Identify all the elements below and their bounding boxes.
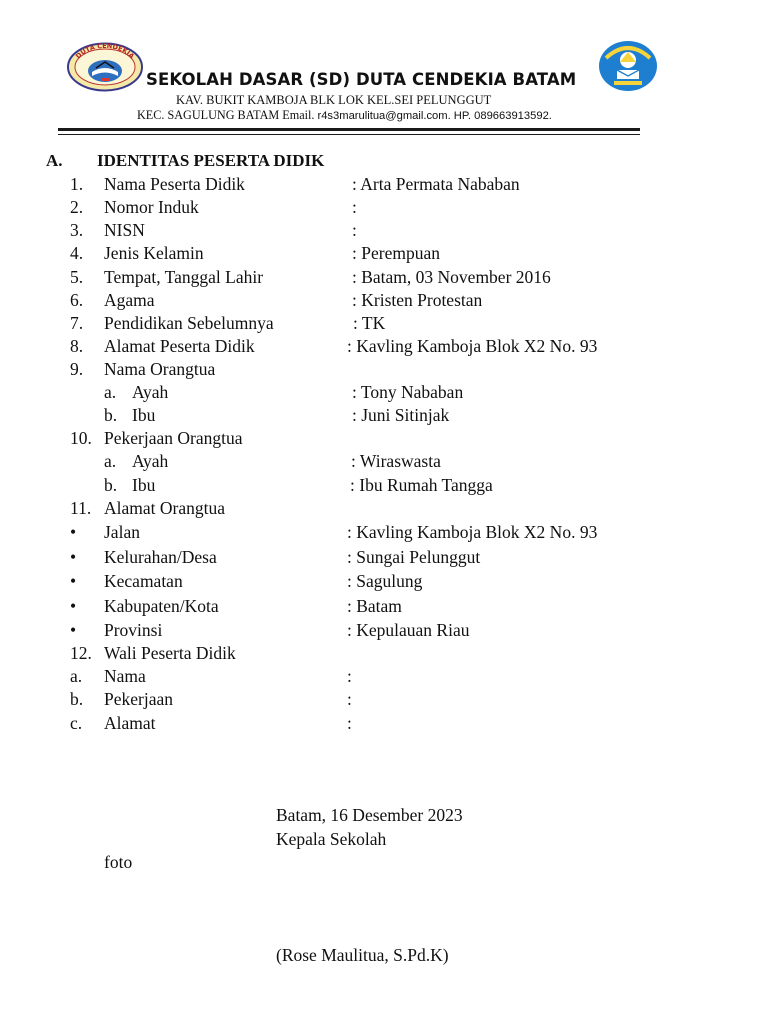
bullet-icon: • (70, 547, 77, 567)
field-value: : (347, 666, 352, 686)
field-marker: c. (70, 713, 83, 733)
field-marker: 1. (70, 174, 84, 194)
section-title: IDENTITAS PESERTA DIDIK (97, 151, 325, 170)
field-marker: 7. (70, 313, 84, 333)
field-value: : Wiraswasta (351, 451, 441, 471)
field-label: Jenis Kelamin (104, 243, 204, 263)
field-marker: 8. (70, 336, 84, 356)
field-value: : Juni Sitinjak (352, 405, 450, 425)
field-marker: b. (70, 689, 84, 709)
field-value: : (352, 220, 357, 240)
field-marker: 11. (70, 498, 92, 518)
field-label: Kecamatan (104, 571, 183, 591)
field-label: Nama (104, 666, 146, 686)
section-letter: A. (46, 151, 63, 170)
bullet-icon: • (70, 571, 77, 591)
field-label: Nama Orangtua (104, 359, 216, 379)
tut-wuri-handayani-logo (598, 40, 658, 92)
signature-place-date: Batam, 16 Desember 2023 (276, 805, 463, 825)
field-label: Nomor Induk (104, 197, 199, 217)
field-label: Pekerjaan (104, 689, 173, 709)
field-value: : Tony Nababan (352, 382, 464, 402)
field-marker: a. (104, 382, 117, 402)
field-value: : (347, 689, 352, 709)
field-marker: 10. (70, 428, 92, 448)
photo-label: foto (104, 852, 133, 872)
field-label: Tempat, Tanggal Lahir (104, 267, 264, 287)
field-label: Kelurahan/Desa (104, 547, 217, 567)
field-marker: b. (104, 475, 118, 495)
field-value: : Arta Permata Nababan (352, 174, 520, 194)
letterhead-rule-thick (58, 128, 640, 131)
field-value: : Perempuan (352, 243, 440, 263)
field-label: Ayah (132, 382, 169, 402)
field-value: : Sagulung (347, 571, 423, 591)
field-label: Jalan (104, 522, 140, 542)
bullet-icon: • (70, 620, 77, 640)
signature-name: (Rose Maulitua, S.Pd.K) (276, 945, 449, 965)
contact-info: r4s3marulitua@gmail.com. HP. 089663913592. (317, 110, 552, 122)
field-marker: a. (70, 666, 83, 686)
field-marker: 3. (70, 220, 84, 240)
field-value: : Kavling Kamboja Blok X2 No. 93 (347, 522, 598, 542)
field-label: Ayah (132, 451, 169, 471)
school-logo (66, 42, 144, 92)
school-address-line-2 (137, 108, 552, 123)
field-label: Provinsi (104, 620, 163, 640)
school-address-line-1: KAV. BUKIT KAMBOJA BLK LOK KEL.SEI PELUNGGUT (176, 93, 492, 107)
field-value: : Batam, 03 November 2016 (352, 267, 551, 287)
bullet-icon: • (70, 522, 77, 542)
field-label: Wali Peserta Didik (104, 643, 236, 663)
letterhead-rule-thin (58, 134, 640, 135)
field-label: Agama (104, 290, 155, 310)
field-marker: 4. (70, 243, 84, 263)
bullet-icon: • (70, 596, 77, 616)
field-marker: 6. (70, 290, 84, 310)
field-label: NISN (104, 220, 145, 240)
field-label: Alamat (104, 713, 156, 733)
field-label: Ibu (132, 405, 156, 425)
field-marker: 12. (70, 643, 92, 663)
school-name: SEKOLAH DASAR (SD) DUTA CENDEKIA BATAM (146, 70, 577, 89)
field-label: Pendidikan Sebelumnya (104, 313, 274, 333)
svg-text:DUTA CENDEKIA: DUTA CENDEKIA (74, 42, 136, 61)
field-value: : Kavling Kamboja Blok X2 No. 93 (347, 336, 598, 356)
field-marker: 5. (70, 267, 84, 287)
field-label: Alamat Peserta Didik (104, 336, 255, 356)
field-value: : Ibu Rumah Tangga (350, 475, 493, 495)
field-label: Pekerjaan Orangtua (104, 428, 243, 448)
field-marker: 2. (70, 197, 84, 217)
field-marker: a. (104, 451, 117, 471)
field-label: Alamat Orangtua (104, 498, 225, 518)
field-marker: b. (104, 405, 118, 425)
field-value: : Batam (347, 596, 402, 616)
field-label: Nama Peserta Didik (104, 174, 245, 194)
field-value: : Kepulauan Riau (347, 620, 470, 640)
field-value: : Kristen Protestan (352, 290, 483, 310)
field-marker: 9. (70, 359, 84, 379)
field-label: Kabupaten/Kota (104, 596, 219, 616)
field-value: : Sungai Pelunggut (347, 547, 481, 567)
address-prefix: KEC. SAGULUNG BATAM Email. (137, 108, 318, 122)
field-value: : TK (353, 313, 386, 333)
signature-role: Kepala Sekolah (276, 829, 387, 849)
field-label: Ibu (132, 475, 156, 495)
field-value: : (352, 197, 357, 217)
field-value: : (347, 713, 352, 733)
